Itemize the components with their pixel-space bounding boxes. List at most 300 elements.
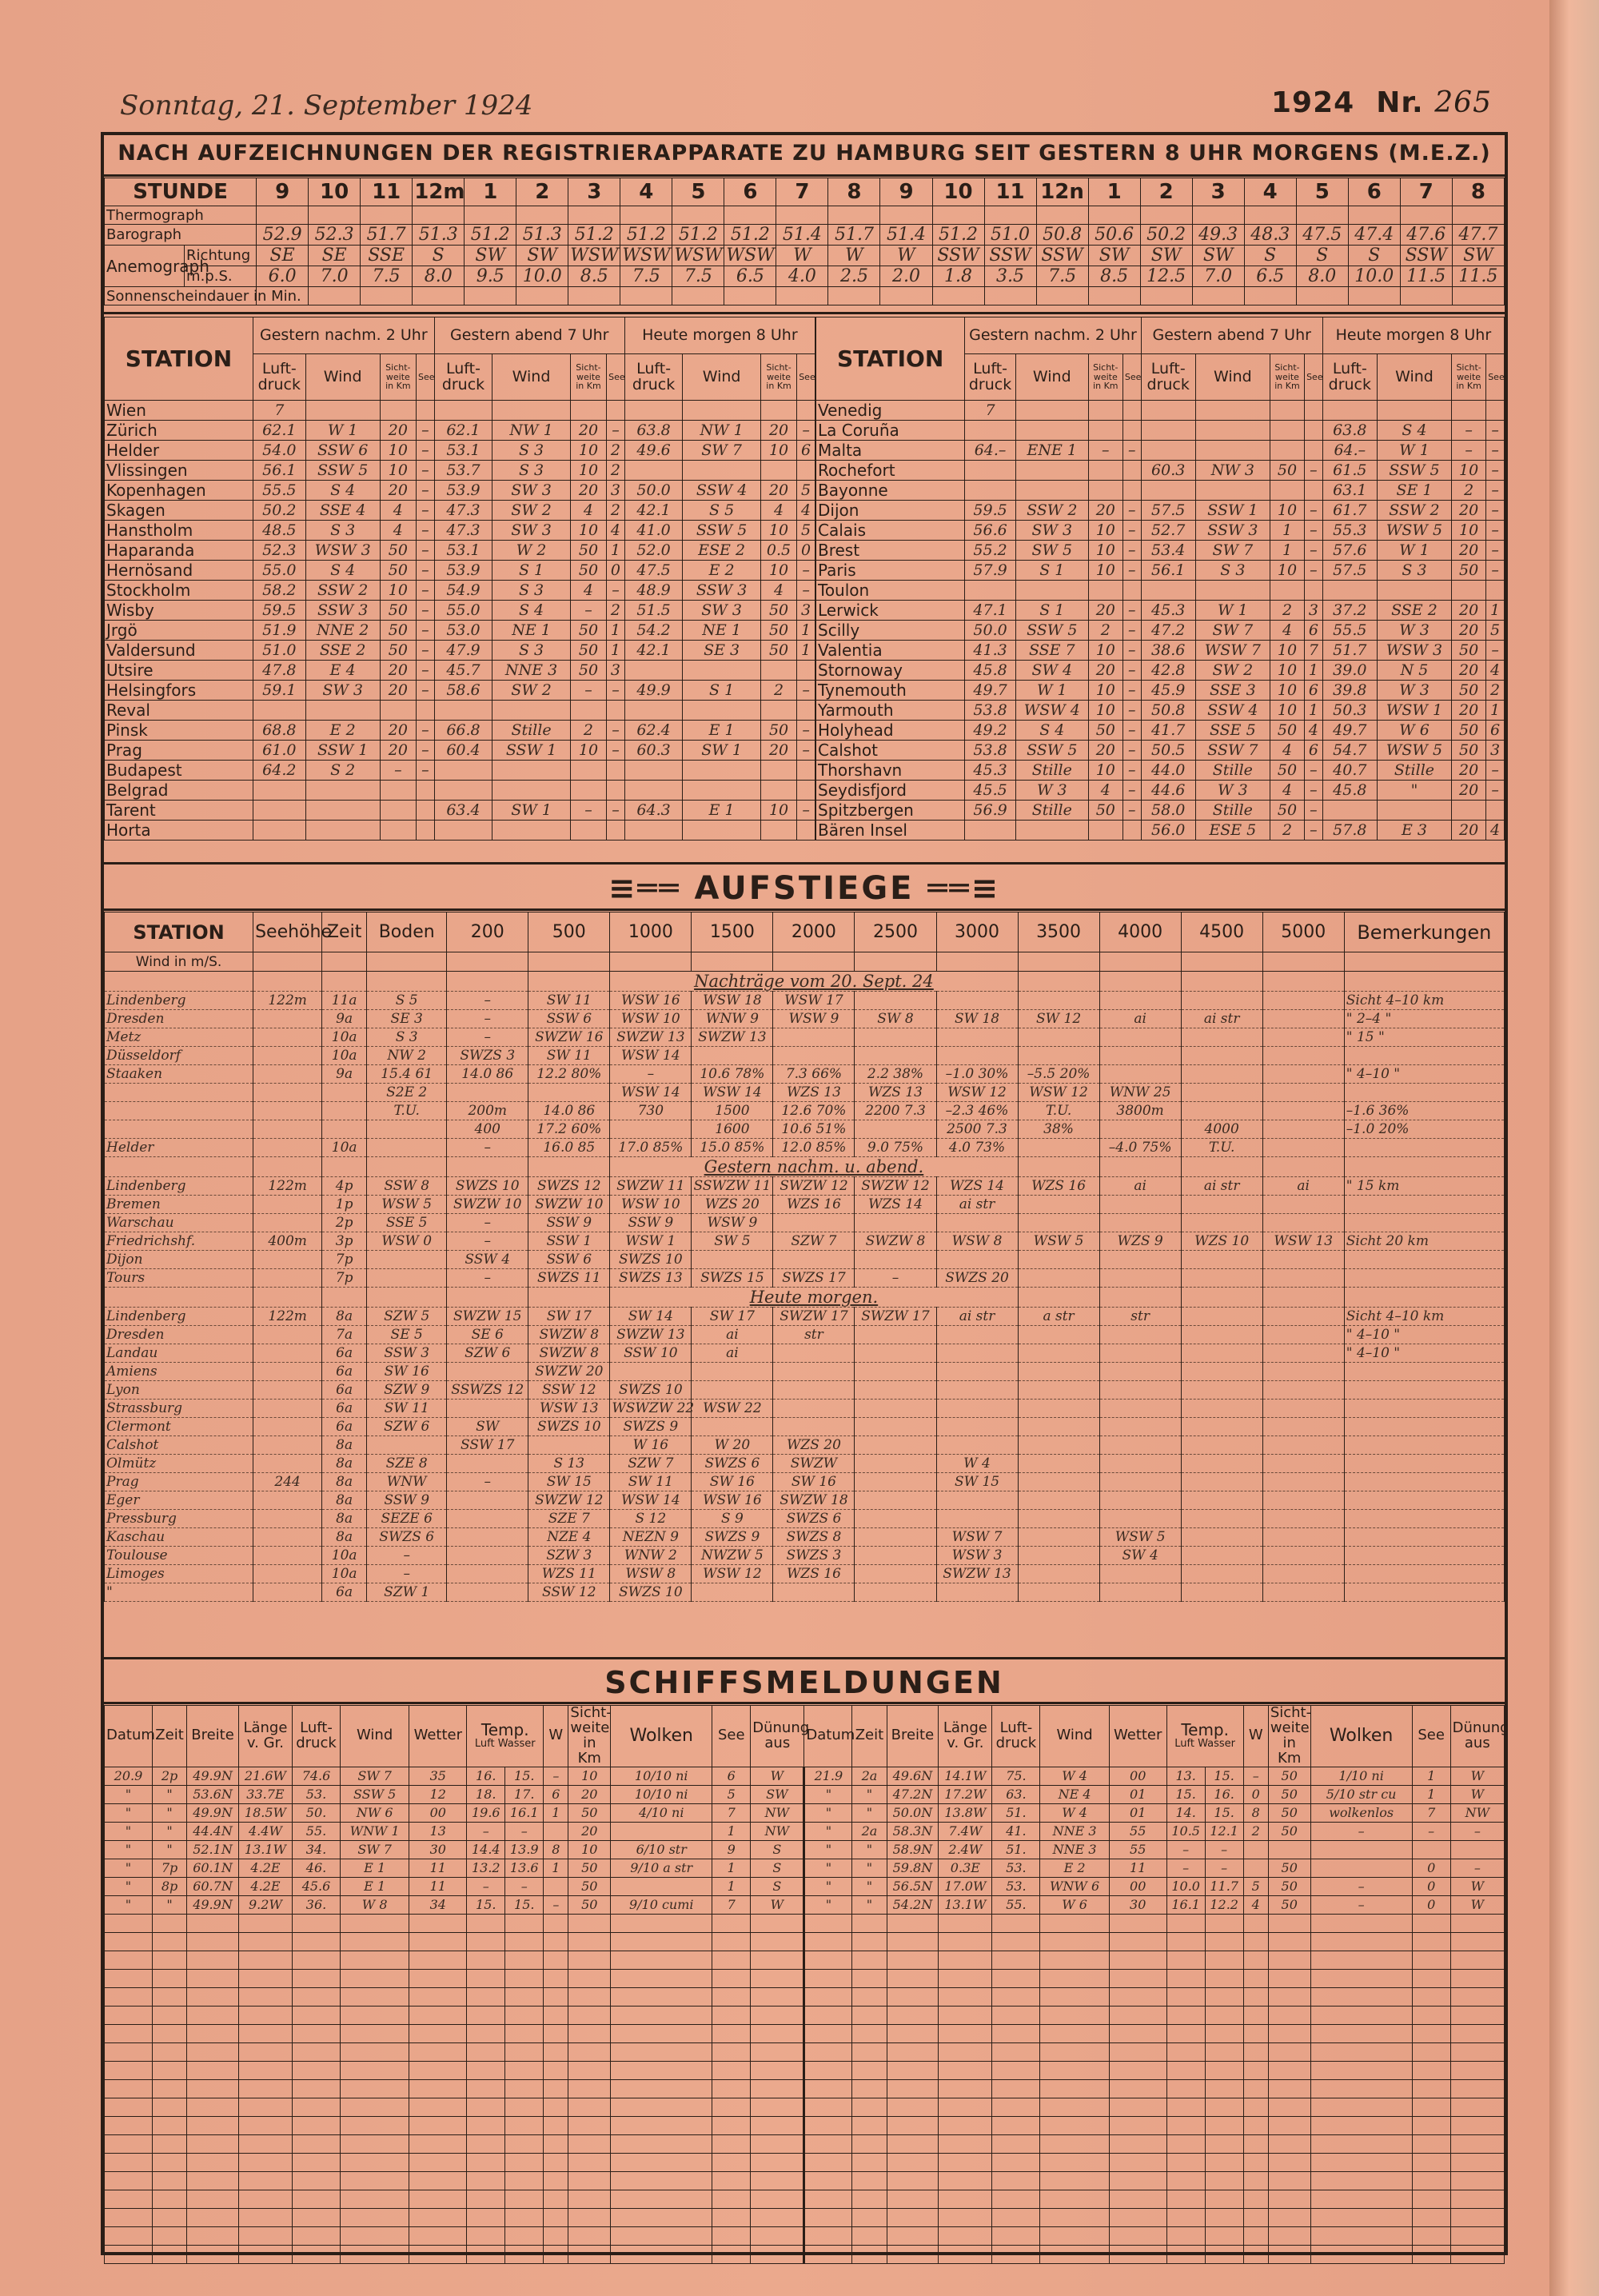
ship-cell <box>887 2153 939 2171</box>
ship-cell <box>152 2079 186 2098</box>
richtung-cell: WSW <box>620 246 672 266</box>
ship-cell <box>544 2042 568 2061</box>
sonnen-cell <box>309 287 361 305</box>
ship-col-header: Dünung aus <box>751 1706 804 1767</box>
auf-cell <box>773 1028 855 1047</box>
auf-station <box>105 1102 253 1120</box>
auf-row <box>105 1214 1505 1232</box>
ship-cell <box>293 2098 341 2116</box>
sonnen-cell <box>1088 287 1140 305</box>
auf-row <box>105 1010 1505 1028</box>
header-year: 1924 <box>1271 86 1355 119</box>
ship-cell: 4/10 ni <box>611 1803 712 1822</box>
ship-cell: S <box>751 1840 804 1859</box>
auf-cell: SW 16 <box>367 1363 447 1381</box>
auf-cell: WSW 12 <box>1018 1084 1099 1102</box>
ship-cell <box>1450 2245 1504 2263</box>
station-name: Helder <box>105 441 253 461</box>
obs-cell <box>1377 801 1451 821</box>
obs-cell: 53.1 <box>434 441 492 461</box>
baro-cell: 51.0 <box>984 225 1036 246</box>
ship-cell <box>751 2153 804 2171</box>
auf-cell: SWZW 15 <box>447 1308 528 1326</box>
ship-cell <box>544 2171 568 2190</box>
ship-cell: W 4 <box>1040 1767 1109 1785</box>
auf-cell: SWZW 12 <box>855 1177 936 1196</box>
ship-cell: 7 <box>1412 1803 1450 1822</box>
ship-cell <box>887 1969 939 1987</box>
ship-cell <box>467 2098 505 2116</box>
auf-cell: 9a <box>322 1065 367 1084</box>
ship-cell <box>611 2024 712 2042</box>
auf-cell <box>1344 1288 1504 1308</box>
auf-cell <box>253 1363 322 1381</box>
ship-cell: 55. <box>992 1895 1040 1914</box>
baro-cell: 47.4 <box>1348 225 1400 246</box>
obs-cell <box>380 701 416 721</box>
ship-cell <box>887 1987 939 2006</box>
obs-cell: 40.7 <box>1322 761 1377 781</box>
ship-cell: 17.0W <box>939 1877 992 1895</box>
auf-cell: SWZS 9 <box>692 1528 773 1547</box>
ship-cell: NNE 3 <box>1040 1840 1109 1859</box>
auf-cell: SWZW 18 <box>773 1491 855 1510</box>
ship-cell <box>804 1951 852 1969</box>
obs-cell <box>1452 801 1486 821</box>
auf-col-header: Zeit <box>322 912 367 952</box>
page-edge <box>1549 0 1599 2296</box>
hour-cell: 10 <box>932 178 984 206</box>
ship-cell <box>1109 2208 1166 2226</box>
auf-cell <box>1344 1436 1504 1455</box>
auf-cell: WSW 13 <box>1262 1232 1344 1251</box>
obs-cell: 20 <box>760 421 796 441</box>
ship-cell <box>187 1987 239 2006</box>
ship-cell <box>467 2245 505 2263</box>
ship-cell <box>409 2098 467 2116</box>
auf-cell: WSW 1 <box>610 1232 692 1251</box>
auf-cell <box>447 1547 528 1565</box>
auf-cell <box>1262 1214 1344 1232</box>
ship-cell: 50 <box>568 1803 611 1822</box>
auf-cell <box>1262 1583 1344 1602</box>
ship-cell: 58.3N <box>887 1822 939 1840</box>
ship-cell <box>712 2153 751 2171</box>
obs-cell: 42.8 <box>1141 661 1195 681</box>
ship-cell <box>1205 2190 1243 2208</box>
auf-col-header: 3000 <box>936 912 1018 952</box>
ship-cell <box>1243 1914 1268 1932</box>
ship-cell <box>238 2024 292 2042</box>
obs-cell: 20 <box>1452 501 1486 521</box>
obs-cell: 10 <box>1088 761 1122 781</box>
obs-cell: 50 <box>380 601 416 621</box>
ship-cell <box>467 1987 505 2006</box>
auf-cell <box>773 1214 855 1232</box>
obs-cell: 53.7 <box>434 461 492 481</box>
auf-cell <box>253 1269 322 1288</box>
wind-header: Wind <box>683 354 761 401</box>
auf-cell: SWZS 6 <box>367 1528 447 1547</box>
ship-cell <box>992 2116 1040 2134</box>
ship-cell <box>804 2134 852 2153</box>
ship-cell: WNW 1 <box>340 1822 409 1840</box>
obs-cell: 55.0 <box>253 561 305 581</box>
ship-cell <box>1166 2171 1205 2190</box>
obs-cell <box>253 701 305 721</box>
auf-cell <box>253 1436 322 1455</box>
obs-cell <box>1486 581 1505 601</box>
obs-cell: 58.2 <box>253 581 305 601</box>
ship-cell <box>1412 2116 1450 2134</box>
auf-cell <box>1344 1157 1504 1177</box>
auf-station: Prag <box>105 1473 253 1491</box>
ship-cell <box>611 2208 712 2226</box>
auf-cell <box>322 1157 367 1177</box>
obs-cell <box>683 401 761 421</box>
ship-cell <box>152 1914 186 1932</box>
ship-cell: wolkenlos <box>1310 1803 1412 1822</box>
temp-luft-label: Luft <box>1174 1738 1194 1751</box>
auf-cell: 10a <box>322 1547 367 1565</box>
obs-cell: 4 <box>1088 781 1122 801</box>
obs-cell: 49.9 <box>624 681 683 701</box>
auf-cell: WSW 14 <box>610 1047 692 1065</box>
station-row <box>105 741 815 761</box>
auf-cell <box>692 1418 773 1436</box>
obs-cell <box>624 661 683 681</box>
hour-cell: 5 <box>672 178 724 206</box>
auf-cell: S 13 <box>528 1455 610 1473</box>
auf-header-fill <box>253 952 322 972</box>
auf-cell: T.U. <box>1181 1139 1262 1157</box>
auf-cell: –1.6 36% <box>1344 1102 1504 1120</box>
ship-cell <box>1450 2079 1504 2098</box>
ship-cell <box>1109 2245 1166 2263</box>
ship-cell <box>751 2208 804 2226</box>
ship-cell <box>1268 2190 1310 2208</box>
ship-cell: 60.1N <box>187 1859 239 1877</box>
auf-cell <box>936 1028 1018 1047</box>
obs-cell: 5 <box>797 521 815 541</box>
ship-cell <box>852 1914 887 1932</box>
ship-cell <box>1450 2006 1504 2024</box>
obs-cell: – <box>1486 541 1505 561</box>
obs-cell <box>380 801 416 821</box>
richtung-cell: W <box>828 246 880 266</box>
ship-cell: SW 7 <box>340 1840 409 1859</box>
obs-cell: 10 <box>1088 541 1122 561</box>
auf-station: Staaken <box>105 1065 253 1084</box>
auf-cell <box>1262 1400 1344 1418</box>
auf-cell: SWZS 3 <box>447 1047 528 1065</box>
obs-cell: 50 <box>570 621 606 641</box>
ship-cell <box>712 2171 751 2190</box>
ship-cell <box>409 1987 467 2006</box>
auf-cell: 3p <box>322 1232 367 1251</box>
aufstiege-title-text: AUFSTIEGE <box>694 870 915 907</box>
auf-cell: SW 12 <box>1018 1010 1099 1028</box>
station-name: Brest <box>816 541 965 561</box>
obs-cell: W 3 <box>1377 621 1451 641</box>
station-header: STATION <box>105 317 253 401</box>
obs-cell: 50 <box>760 721 796 741</box>
obs-cell: – <box>1486 421 1505 441</box>
ship-cell <box>992 1932 1040 1951</box>
auf-row <box>105 1028 1505 1047</box>
auf-cell: WSW 5 <box>367 1196 447 1214</box>
ship-cell: 20 <box>568 1822 611 1840</box>
obs-cell: – <box>417 761 435 781</box>
ship-cell <box>1205 1987 1243 2006</box>
ship-cell: 15. <box>467 1895 505 1914</box>
auf-cell <box>447 1400 528 1418</box>
obs-cell: S 3 <box>305 521 380 541</box>
auf-cell <box>1018 1510 1099 1528</box>
station-row <box>105 661 815 681</box>
obs-cell: WSW 7 <box>1195 641 1270 661</box>
ship-cell <box>887 1951 939 1969</box>
auf-cell <box>1262 1308 1344 1326</box>
sonnen-cell <box>1192 287 1244 305</box>
ship-cell <box>992 2024 1040 2042</box>
ship-cell: 5/10 str cu <box>1310 1785 1412 1803</box>
auf-cell <box>1344 1473 1504 1491</box>
ship-cell <box>187 2098 239 2116</box>
auf-cell: SWZS 10 <box>610 1251 692 1269</box>
obs-cell: 53.1 <box>434 541 492 561</box>
ship-cell <box>152 1932 186 1951</box>
obs-cell: 20 <box>1452 701 1486 721</box>
ship-cell <box>105 2116 153 2134</box>
ship-cell <box>1205 1914 1243 1932</box>
obs-cell: 48.5 <box>253 521 305 541</box>
obs-cell: 2 <box>1270 601 1304 621</box>
auf-cell <box>253 1047 322 1065</box>
ship-cell <box>544 1987 568 2006</box>
ship-cell <box>887 2226 939 2245</box>
obs-cell: 10 <box>570 741 606 761</box>
ship-cell: 15. <box>1166 1785 1205 1803</box>
auf-header-fill <box>367 952 447 972</box>
ship-row <box>105 2024 1505 2042</box>
auf-cell <box>1018 1491 1099 1510</box>
obs-cell: 2 <box>1270 821 1304 841</box>
mps-cell: 2.0 <box>880 266 932 287</box>
ship-cell: 00 <box>1109 1877 1166 1895</box>
auf-cell: SSW 4 <box>447 1251 528 1269</box>
ship-cell: " <box>852 1895 887 1914</box>
auf-cell: SZW 5 <box>367 1308 447 1326</box>
ship-row <box>105 1767 1505 1785</box>
station-table-right <box>815 317 1505 841</box>
obs-cell: S 4 <box>1377 421 1451 441</box>
auf-cell <box>1099 1381 1181 1400</box>
ship-cell <box>939 2171 992 2190</box>
temp-luft-label: Luft <box>474 1738 495 1751</box>
baro-cell: 51.4 <box>880 225 932 246</box>
obs-cell: W 1 <box>1377 441 1451 461</box>
station-row <box>105 601 815 621</box>
ship-cell <box>611 1877 712 1895</box>
ship-cell: 0.3E <box>939 1859 992 1877</box>
obs-cell: 47.9 <box>434 641 492 661</box>
obs-cell <box>1305 481 1323 501</box>
auf-cell <box>1262 1510 1344 1528</box>
auf-cell <box>936 1363 1018 1381</box>
ship-cell <box>751 1987 804 2006</box>
ship-cell <box>505 1951 544 1969</box>
auf-cell <box>1018 1400 1099 1418</box>
auf-row <box>105 1583 1505 1602</box>
ship-cell <box>751 2171 804 2190</box>
ship-cell <box>340 1932 409 1951</box>
ship-cell: 0 <box>1243 1785 1268 1803</box>
obs-cell <box>624 821 683 841</box>
auf-cell <box>1181 1251 1262 1269</box>
ship-cell: 1 <box>1412 1767 1450 1785</box>
ship-cell: WNW 6 <box>1040 1877 1109 1895</box>
ship-row <box>105 2245 1505 2263</box>
ship-cell <box>1109 2098 1166 2116</box>
auf-cell <box>322 1102 367 1120</box>
station-name: Wien <box>105 401 253 421</box>
auf-row <box>105 1565 1505 1583</box>
auf-cell: SWZS 10 <box>528 1418 610 1436</box>
obs-cell: 59.1 <box>253 681 305 701</box>
auf-cell: WNW <box>367 1473 447 1491</box>
obs-cell <box>1270 441 1304 461</box>
station-row <box>816 541 1505 561</box>
auf-cell: SZW 6 <box>367 1418 447 1436</box>
auf-cell: 8a <box>322 1491 367 1510</box>
mps-cell: 7.5 <box>672 266 724 287</box>
auf-cell <box>253 1326 322 1344</box>
ship-row <box>105 2042 1505 2061</box>
ship-cell <box>340 2134 409 2153</box>
luft-header: Luft-druck <box>253 354 305 401</box>
ship-cell: 30 <box>409 1840 467 1859</box>
ship-cell <box>1205 2079 1243 2098</box>
ship-cell <box>293 2208 341 2226</box>
auf-cell: WSW 0 <box>367 1232 447 1251</box>
ship-cell <box>712 2208 751 2226</box>
auf-station: " <box>105 1583 253 1602</box>
obs-cell: 42.1 <box>624 501 683 521</box>
obs-cell <box>417 701 435 721</box>
ship-cell <box>293 2245 341 2263</box>
auf-cell: SSE 5 <box>367 1214 447 1232</box>
obs-cell: – <box>417 461 435 481</box>
obs-cell: 50 <box>1270 801 1304 821</box>
obs-cell: – <box>1122 781 1141 801</box>
obs-cell: 20 <box>1452 781 1486 801</box>
auf-cell <box>1181 1363 1262 1381</box>
ship-cell <box>1205 2245 1243 2263</box>
obs-cell: 44.0 <box>1141 761 1195 781</box>
ship-row <box>105 1951 1505 1969</box>
obs-cell: – <box>797 681 815 701</box>
auf-cell: –1.0 30% <box>936 1065 1018 1084</box>
ship-cell: 5 <box>1243 1877 1268 1895</box>
ship-cell <box>238 2153 292 2171</box>
auf-cell: SSW 9 <box>367 1491 447 1510</box>
hour-cell: 8 <box>828 178 880 206</box>
sonnen-cell <box>1140 287 1192 305</box>
obs-cell: SSW 1 <box>492 741 571 761</box>
auf-cell: SW 4 <box>1099 1547 1181 1565</box>
auf-cell: SW 5 <box>692 1232 773 1251</box>
obs-cell: 4 <box>1305 721 1323 741</box>
auf-cell <box>855 1455 936 1473</box>
ship-cell <box>505 1914 544 1932</box>
ship-cell <box>939 2061 992 2079</box>
obs-cell: SW 5 <box>1015 541 1088 561</box>
ship-cell: 34 <box>409 1895 467 1914</box>
ship-cell <box>568 2098 611 2116</box>
ship-cell <box>544 2153 568 2171</box>
ship-cell <box>992 2171 1040 2190</box>
obs-cell: 50 <box>1088 721 1122 741</box>
auf-cell <box>253 1196 322 1214</box>
ship-cell: 49.9N <box>187 1767 239 1785</box>
ship-cell <box>804 2079 852 2098</box>
ship-cell: 55. <box>293 1822 341 1840</box>
obs-cell <box>965 821 1016 841</box>
ship-cell <box>238 2098 292 2116</box>
obs-cell: S 3 <box>492 441 571 461</box>
obs-cell: – <box>1486 761 1505 781</box>
auf-row <box>105 1177 1505 1196</box>
sonnen-cell <box>984 287 1036 305</box>
ship-row <box>105 2153 1505 2171</box>
ship-cell <box>105 2153 153 2171</box>
obs-cell: 50 <box>1270 761 1304 781</box>
auf-cell <box>1344 1251 1504 1269</box>
obs-cell: 1 <box>1486 701 1505 721</box>
auf-cell <box>367 1288 447 1308</box>
obs-cell <box>492 401 571 421</box>
obs-cell: 10 <box>570 441 606 461</box>
ship-cell <box>505 2134 544 2153</box>
auf-cell <box>773 1381 855 1400</box>
auf-col-header: 1500 <box>692 912 773 952</box>
obs-cell: 20 <box>760 481 796 501</box>
obs-cell: 58.0 <box>1141 801 1195 821</box>
ship-cell <box>712 1932 751 1951</box>
auf-cell <box>253 1455 322 1473</box>
auf-cell: 6a <box>322 1400 367 1418</box>
auf-cell <box>1018 972 1099 992</box>
ship-cell <box>293 2006 341 2024</box>
obs-cell: NNE 2 <box>305 621 380 641</box>
obs-cell: S 4 <box>305 481 380 501</box>
ship-cell <box>544 2024 568 2042</box>
thermo-cell <box>257 206 309 225</box>
ship-cell <box>1166 2098 1205 2116</box>
ship-cell <box>1040 2134 1109 2153</box>
ship-cell <box>804 2006 852 2024</box>
auf-cell: SWZW 13 <box>692 1028 773 1047</box>
ship-cell: 50 <box>568 1895 611 1914</box>
obs-cell: – <box>417 721 435 741</box>
auf-cell <box>1018 1047 1099 1065</box>
auf-cell: 730 <box>610 1102 692 1120</box>
auf-cell: 4p <box>322 1177 367 1196</box>
ship-cell <box>340 2245 409 2263</box>
ship-col-header: Wetter <box>409 1706 467 1767</box>
obs-cell: 54.7 <box>1322 741 1377 761</box>
